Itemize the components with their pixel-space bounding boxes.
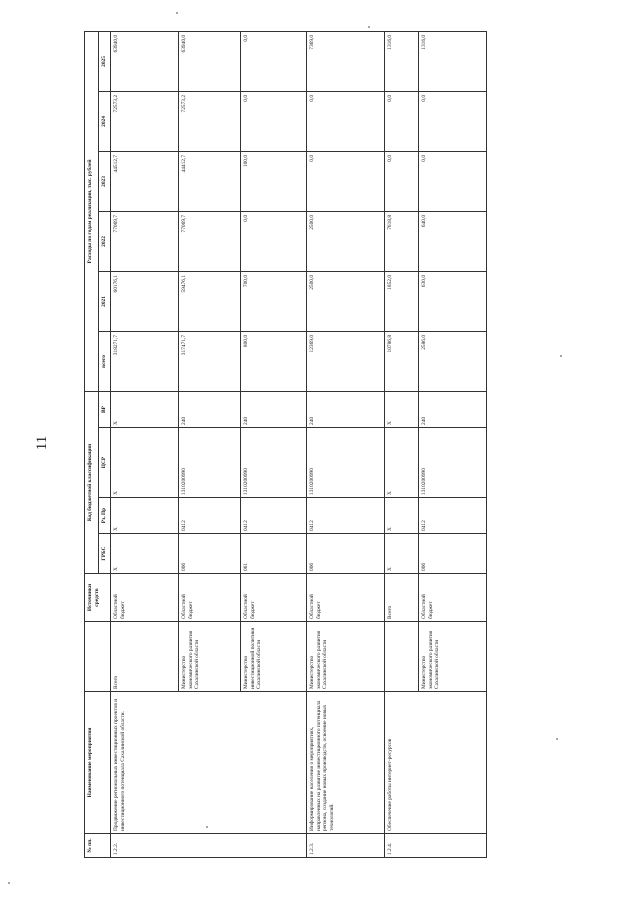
cell-total: 12369,0 xyxy=(307,331,385,391)
cell-2024: 0,0 xyxy=(241,91,307,151)
cell-executor xyxy=(385,622,419,692)
cell-executor: Министерство экономического развития Сахалинской области xyxy=(307,622,385,692)
cell-2023: 44512,7 xyxy=(111,151,179,211)
header-expenses: Расходы по годам реализации, тыс. рублей xyxy=(85,31,99,391)
cell-rzpr: 0412 xyxy=(419,498,487,534)
scan-speck xyxy=(206,826,208,828)
cell-total: 2586,0 xyxy=(419,331,487,391)
scan-speck xyxy=(556,738,558,740)
scan-speck xyxy=(368,26,370,28)
cell-2023: 44412,7 xyxy=(179,151,241,211)
cell-vr: 240 xyxy=(179,391,241,427)
cell-total: 800,0 xyxy=(241,331,307,391)
cell-vr: 240 xyxy=(307,391,385,427)
header-num: № пп. xyxy=(85,834,111,858)
cell-2022: 77069,7 xyxy=(111,211,179,271)
scan-speck xyxy=(560,355,562,357)
cell-2023: 0,0 xyxy=(385,151,419,211)
scan-speck xyxy=(176,12,178,14)
cell-rzpr: X xyxy=(111,498,179,534)
cell-grbs: 006 xyxy=(307,534,385,574)
cell-source: Областной бюджет xyxy=(179,574,241,622)
header-year-2022: 2022 xyxy=(99,211,111,271)
cell-source: Областной бюджет xyxy=(241,574,307,622)
cell-source: Всего xyxy=(385,574,419,622)
header-vr: ВР xyxy=(99,391,111,427)
cell-2021: 1852,0 xyxy=(385,271,419,331)
cell-2024: 72573,2 xyxy=(179,91,241,151)
table-row xyxy=(385,31,419,857)
cell-rzpr: 0412 xyxy=(179,498,241,534)
cell-2021: 60176,1 xyxy=(111,271,179,331)
cell-grbs: 006 xyxy=(179,534,241,574)
cell-2025: 7369,0 xyxy=(307,31,385,91)
cell-2025: 1316,0 xyxy=(419,31,487,91)
cell-2025: 1316,0 xyxy=(385,31,419,91)
cell-name: Информирование населения о мероприятиях, направленных на развитие инвестиционного потенциала региона, создание новых производств, освоение новых технологий. xyxy=(307,692,385,834)
cell-2021: 700,0 xyxy=(241,271,307,331)
header-year-2025: 2025 xyxy=(99,31,111,91)
header-total: всего xyxy=(99,331,111,391)
header-row-1 xyxy=(85,31,99,857)
cell-2025: 63940,0 xyxy=(179,31,241,91)
cell-source: Областной бюджет xyxy=(419,574,487,622)
cell-rzpr: 0412 xyxy=(241,498,307,534)
cell-2024: 0,0 xyxy=(419,91,487,151)
expenses-table xyxy=(84,31,487,858)
cell-name: Обеспечение работы интернет-ресурсов xyxy=(385,692,487,834)
cell-vr: X xyxy=(385,391,419,427)
scan-speck xyxy=(8,882,10,884)
cell-2024: 0,0 xyxy=(385,91,419,151)
cell-2023: 100,0 xyxy=(241,151,307,211)
cell-vr: 240 xyxy=(419,391,487,427)
table-row xyxy=(111,31,179,857)
header-csr: ЦСР xyxy=(99,428,111,498)
cell-2022: 0,0 xyxy=(241,211,307,271)
cell-2022: 7618,8 xyxy=(385,211,419,271)
cell-source: Областной бюджет xyxy=(111,574,179,622)
header-source: Источники средств xyxy=(85,574,111,622)
cell-csr: X xyxy=(385,428,419,498)
cell-2025: 0,0 xyxy=(241,31,307,91)
header-name: Наименование мероприятия xyxy=(85,692,111,834)
cell-total: 10786,8 xyxy=(385,331,419,391)
cell-2022: 640,0 xyxy=(419,211,487,271)
cell-2021: 59476,1 xyxy=(179,271,241,331)
cell-total: 317471,7 xyxy=(179,331,241,391)
cell-rzpr: X xyxy=(385,498,419,534)
cell-vr: 240 xyxy=(241,391,307,427)
rotated-table-wrapper xyxy=(84,31,487,858)
cell-executor: Министерство экономического развития Сахалинской области xyxy=(179,622,241,692)
cell-executor: Министерство инвестиционной политики Сахалинской области xyxy=(241,622,307,692)
cell-source: Областной бюджет xyxy=(307,574,385,622)
cell-csr: 1310200990 xyxy=(307,428,385,498)
cell-csr: 1310200990 xyxy=(419,428,487,498)
page-number: 11 xyxy=(34,435,50,451)
cell-csr: X xyxy=(111,428,179,498)
header-grbs: ГРБС xyxy=(99,534,111,574)
cell-grbs: X xyxy=(385,534,419,574)
cell-grbs: 006 xyxy=(419,534,487,574)
cell-csr: 1310200990 xyxy=(241,428,307,498)
cell-2024: 72573,2 xyxy=(111,91,179,151)
cell-2023: 0,0 xyxy=(307,151,385,211)
cell-2021: 2500,0 xyxy=(307,271,385,331)
header-year-2021: 2021 xyxy=(99,271,111,331)
cell-num: 1.2.2. xyxy=(111,834,307,858)
header-rzpr: Рз, Пр xyxy=(99,498,111,534)
cell-num: 1.2.4. xyxy=(385,834,487,858)
cell-csr: 1310200990 xyxy=(179,428,241,498)
cell-vr: X xyxy=(111,391,179,427)
cell-executor: Всего xyxy=(111,622,179,692)
cell-num: 1.2.3. xyxy=(307,834,385,858)
header-executor xyxy=(85,622,111,692)
cell-2025: 63940,0 xyxy=(111,31,179,91)
header-year-2024: 2024 xyxy=(99,91,111,151)
cell-grbs: 061 xyxy=(241,534,307,574)
cell-2023: 0,0 xyxy=(419,151,487,211)
cell-rzpr: 0412 xyxy=(307,498,385,534)
cell-grbs: X xyxy=(111,534,179,574)
header-budget-code: Код бюджетной классификации xyxy=(85,391,99,573)
table-row xyxy=(307,31,385,857)
cell-2022: 77069,7 xyxy=(179,211,241,271)
header-year-2023: 2023 xyxy=(99,151,111,211)
cell-2024: 0,0 xyxy=(307,91,385,151)
cell-executor: Министерство экономического развития Сахалинской области xyxy=(419,622,487,692)
cell-total: 318271,7 xyxy=(111,331,179,391)
cell-2021: 630,0 xyxy=(419,271,487,331)
cell-name: Продвижение региональных инвестиционных проектов и инвестиционного потенциала Сахалинской области. xyxy=(111,692,307,834)
cell-2022: 2500,0 xyxy=(307,211,385,271)
